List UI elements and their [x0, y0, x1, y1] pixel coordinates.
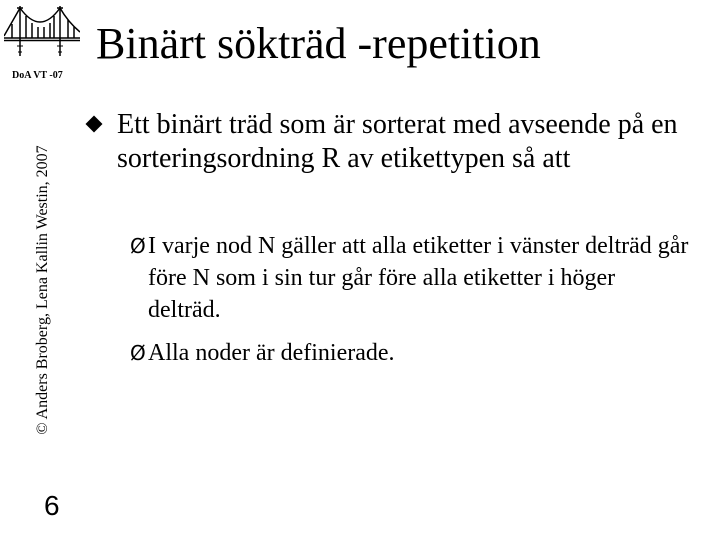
sub-bullet-item	[130, 230, 690, 326]
sub-bullet-text: I varje nod N gäller att alla etiketter i vänster delträd går före N som i sin tur går före alla etiketter i höger delträd.	[148, 233, 689, 323]
arrow-bullet-icon: Ø	[130, 341, 146, 365]
sub-bullet-text: Alla noder är definierade.	[148, 340, 395, 366]
sub-bullet-item	[130, 337, 690, 369]
page-number: 6	[44, 490, 60, 521]
course-code: DoA VT -07	[12, 70, 63, 81]
arrow-bullet-icon: Ø	[130, 234, 146, 258]
bullet-item	[86, 108, 696, 176]
copyright-text: © Anders Broberg, Lena Kallin Westin, 2007	[34, 145, 51, 435]
bridge-logo-icon	[4, 2, 80, 62]
slide-title: Binärt sökträd -repetition	[96, 19, 541, 68]
bullet-text: Ett binärt träd som är sorterat med avseende på en sorteringsordning R av etikettypen så att	[117, 109, 678, 174]
diamond-bullet-icon	[86, 116, 103, 133]
